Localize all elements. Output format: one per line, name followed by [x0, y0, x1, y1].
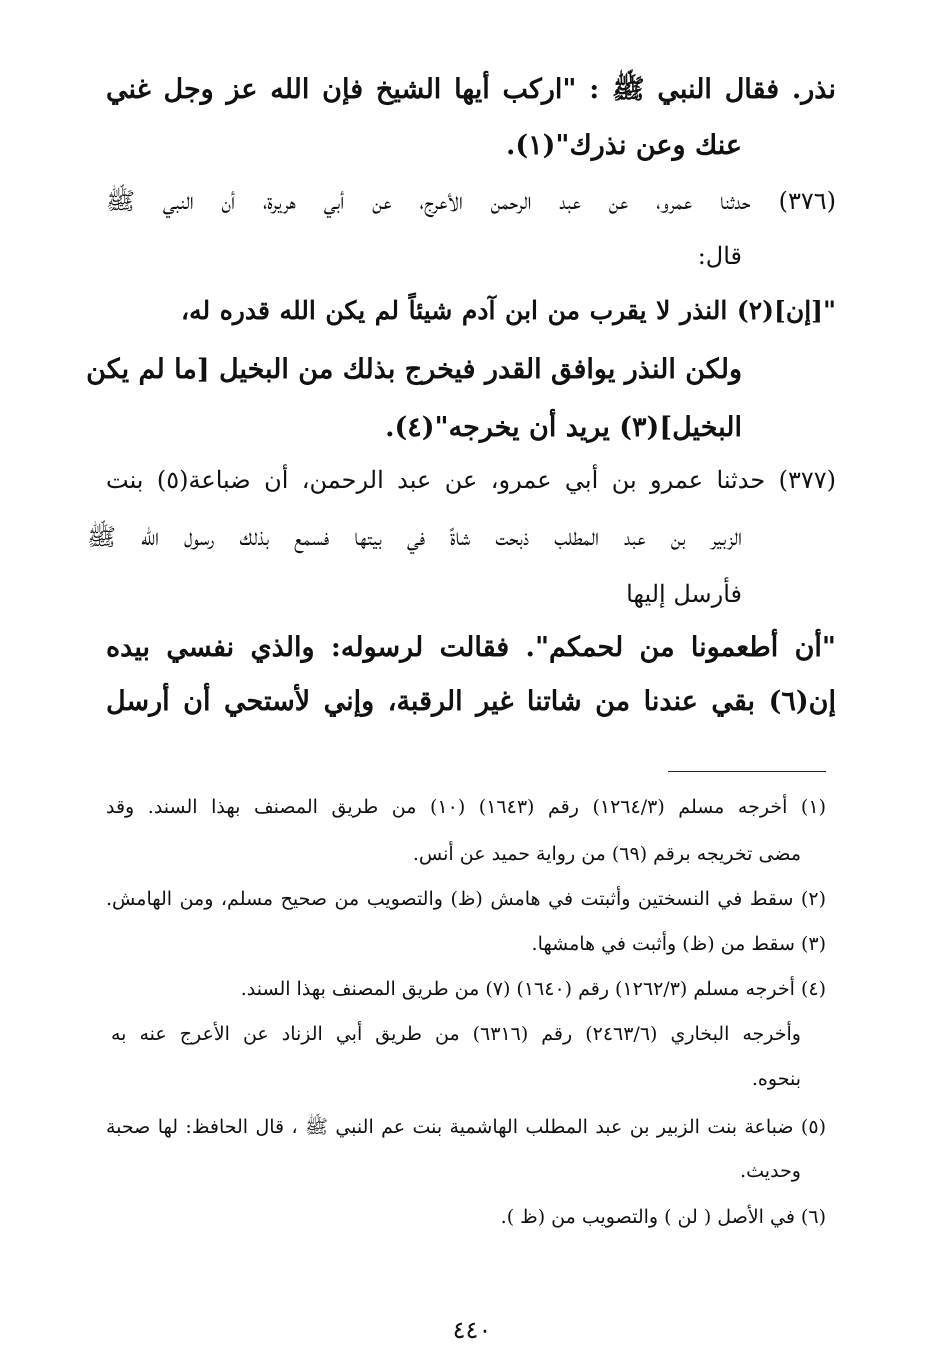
- footnote-separator: [668, 771, 826, 772]
- main-text-line: قال:: [697, 242, 742, 270]
- main-text-line: فأرسل إليها: [626, 580, 742, 608]
- footnote-line: وأخرجه البخاري (٢٤٦٣/٦) رقم (٦٣١٦) من طريق أبي الزناد عن الأعرج عنه به: [111, 1023, 801, 1045]
- footnote-6: (٦) في الأصل ( لن ) والتصويب من (ظ ).: [500, 1206, 826, 1228]
- footnote-2: (٢) سقط في النسختين وأثبتت في هامش (ظ) والتصويب من صحيح مسلم، ومن الهامش.: [106, 888, 826, 910]
- footnote-1: (١) أخرجه مسلم (١٢٦٤/٣) رقم (١٦٤٣) (١٠) من طريق المصنف بهذا السند. وقد: [106, 796, 826, 818]
- quote-line: إن(٦) بقي عندنا من شاتنا غير الرقبة، وإني لأستحي أن أرسل: [106, 686, 836, 717]
- page-number: ٤٤٠: [452, 1316, 492, 1344]
- footnote-4: (٤) أخرجه مسلم (١٢٦٢/٣) رقم (١٦٤٠) (٧) من طريق المصنف بهذا السند.: [240, 978, 826, 1000]
- hadith-377-line: (٣٧٧) حدثنا عمرو بن أبي عمرو، عن عبد الرحمن، أن ضباعة(٥) بنت: [106, 466, 837, 494]
- main-text-line: الزبير بن عبد المطلب ذبحت شاةً في بيتها فسمع بذلك رسول الله ﷺ: [87, 523, 742, 551]
- footnote-line: وحديث.: [740, 1160, 801, 1182]
- main-text-line: عنك وعن نذرك"(١).: [505, 130, 742, 161]
- footnote-5: (٥) ضباعة بنت الزبير بن عبد المطلب الهاشمية بنت عم النبي ﷺ ، قال الحافظ: لها صحبة: [106, 1116, 826, 1138]
- hadith-376-line: (٣٧٦) حدثنا عمرو، عن عبد الرحمن الأعرج، عن أبي هريرة، أن النبي ﷺ: [106, 187, 836, 215]
- quote-line: "[إن](٢) النذر لا يقرب من ابن آدم شيئاً لم يكن الله قدره له،: [181, 296, 836, 325]
- quote-line: ولكن النذر يوافق القدر فيخرج بذلك من البخيل [ما لم يكن: [86, 354, 742, 385]
- main-text-line: نذر. فقال النبي ﷺ : "اركب أيها الشيخ فإن الله عز وجل غني: [106, 74, 836, 105]
- quote-line: "أن أطعمونا من لحمكم". فقالت لرسوله: والذي نفسي بيده: [106, 632, 836, 663]
- footnote-line: مضى تخريجه برقم (٦٩) من رواية حميد عن أنس.: [412, 843, 801, 865]
- footnote-line: بنحوه.: [751, 1068, 801, 1090]
- footnote-3: (٣) سقط من (ظ) وأثبت في هامشها.: [531, 933, 826, 955]
- quote-line: البخيل](٣) يريد أن يخرجه"(٤).: [385, 412, 742, 443]
